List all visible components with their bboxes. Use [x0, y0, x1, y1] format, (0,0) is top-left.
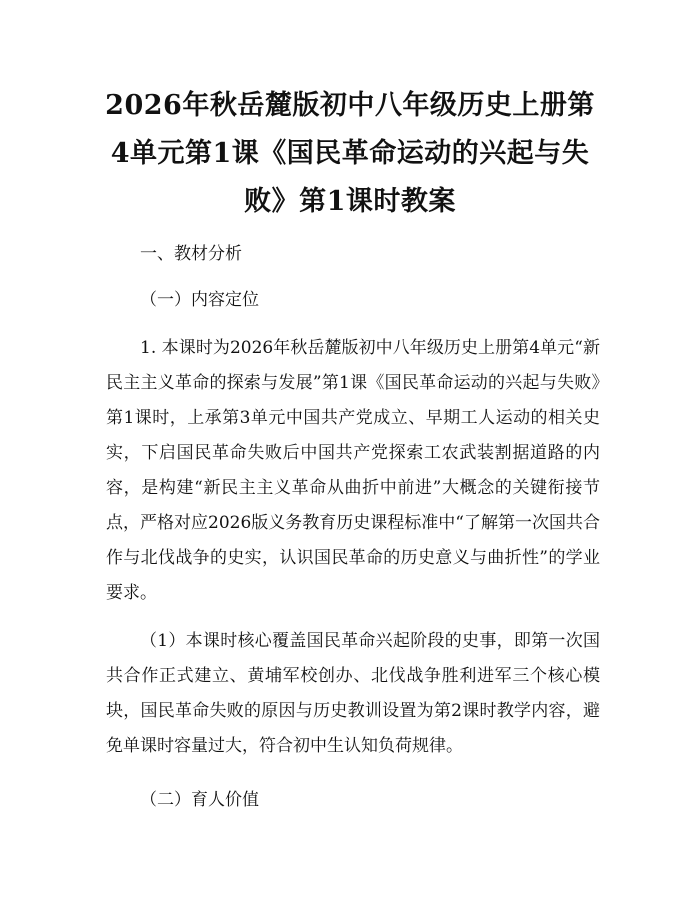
document-title: 2026年秋岳麓版初中八年级历史上册第4单元第1课《国民革命运动的兴起与失败》第1课时教案 [105, 90, 595, 217]
section-heading-teaching-material-analysis: 一、教材分析 [140, 244, 242, 264]
subsection-heading-content-positioning: （一）内容定位 [140, 290, 259, 310]
paragraph-lesson-scope: （1）本课时核心覆盖国民革命兴起阶段的史事，即第一次国共合作正式建立、黄埔军校创办、北伐战争胜利进军三个核心模块，国民革命失败的原因与历史教训设置为第2课时教学内容，避免单课时容量过大，符合初中生认知负荷规律。 [106, 631, 600, 756]
paragraph-content-positioning: 1. 本课时为2026年秋岳麓版初中八年级历史上册第4单元“新民主主义革命的探索与发展”第1课《国民革命运动的兴起与失败》第1课时，上承第3单元中国共产党成立、早期工人运动的相关史实，下启国民革命失败后中国共产党探索工农武装割据道路的内容，是构建“新民主主义革命从曲折中前进”大概念的关键衔接节点，严格对应2026版义务教育历史课程标准中“了解第一次国共合作与北伐战争的史实，认识国民革命的历史意义与曲折性”的学业要求。 [106, 338, 600, 603]
subsection-heading-educational-value: （二）育人价值 [140, 790, 259, 810]
